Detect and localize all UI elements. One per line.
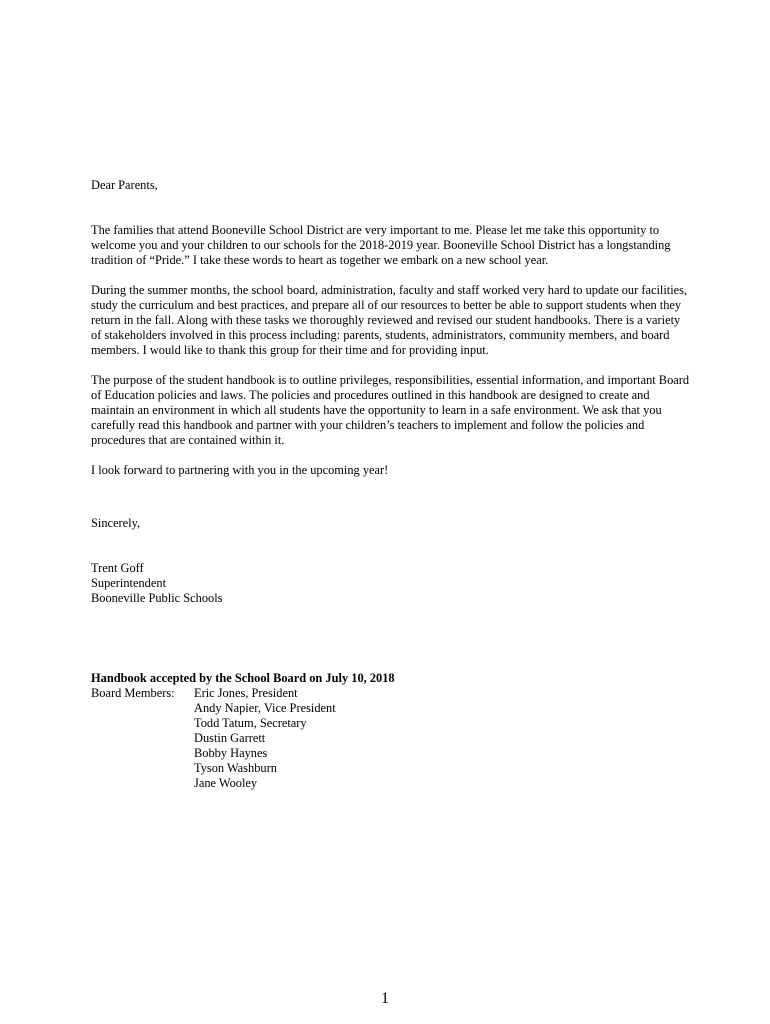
board-member: Andy Napier, Vice President [194, 701, 336, 715]
paragraph: The families that attend Booneville School District are very important to me. Please let me take this opportunity to welcome you and your children to our schools for the 2018-2019 year. Booneville School District has a longstanding tradition of “Pride.” I take these words to heart as together we embark on a new school year. [91, 223, 671, 267]
board-member: Dustin Garrett [194, 731, 266, 745]
board-members-row [91, 686, 591, 791]
letter-body [91, 178, 691, 606]
board-members-label: Board Members: [91, 686, 175, 700]
paragraph-list [91, 223, 691, 478]
paragraph: During the summer months, the school board, administration, faculty and staff worked very hard to update our facilities, study the curriculum and best practices, and prepare all of our resources to better be able to support students when they return in the fall. Along with these tasks we thoroughly reviewed and revised our student handbooks. There is a variety of stakeholders involved in this process including: parents, students, administrators, community members, and board members. I would like to thank this group for their time and for providing input. [91, 283, 688, 357]
board-members-list [194, 686, 336, 791]
salutation: Dear Parents, [91, 178, 158, 192]
signature-block [91, 561, 691, 606]
board-member: Bobby Haynes [194, 746, 268, 760]
board-member: Tyson Washburn [194, 761, 277, 775]
paragraph: The purpose of the student handbook is to outline privileges, responsibilities, essential information, and important Board of Education policies and laws. The policies and procedures outlined in this handbook are designed to create and maintain an environment in which all students have the opportunity to learn in a safe environment. We ask that you carefully read this handbook and partner with your children’s teachers to implement and follow the policies and procedures that are contained within it. [91, 373, 690, 447]
board-section [91, 671, 591, 791]
board-member: Eric Jones, President [194, 686, 298, 700]
signer-organization: Booneville Public Schools [91, 591, 223, 605]
signer-title: Superintendent [91, 576, 167, 590]
closing: Sincerely, [91, 516, 141, 530]
page-number: 1 [381, 990, 389, 1007]
board-member: Jane Wooley [194, 776, 258, 790]
board-member: Todd Tatum, Secretary [194, 716, 307, 730]
board-heading: Handbook accepted by the School Board on July 10, 2018 [91, 671, 395, 685]
signer-name: Trent Goff [91, 561, 144, 575]
paragraph: I look forward to partnering with you in the upcoming year! [91, 463, 389, 477]
